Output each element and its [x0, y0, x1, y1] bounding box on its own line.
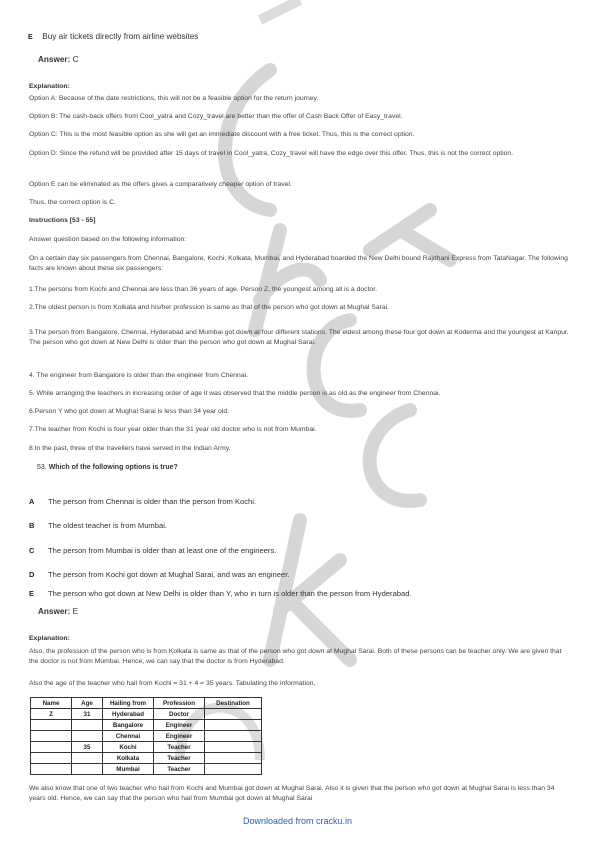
table-header: Destination	[205, 698, 262, 709]
table-cell	[72, 764, 103, 775]
explanation-line: Option D: Since the refund will be provided after 15 days of travel in Cool_yatra, Cozy_travel will have the edge over this offer. Thus, this is not the correct option.	[29, 150, 514, 157]
instruction-line: 2.The oldest person is from Kolkata and his/her profession is same as that of the person who got down at Mughal Sarai.	[29, 304, 390, 311]
table-row	[31, 709, 262, 720]
explanation-line: Option C: This is the most feasible option as she will get an immediate discount with a free ticket. Thus, this is the correct option.	[29, 131, 415, 138]
table-cell: Engineer	[154, 731, 205, 742]
option-text: The person from Kochi got down at Mughal Sarai, and was an engineer.	[47, 570, 290, 579]
table-cell: Bangalore	[103, 720, 154, 731]
option-e[interactable]	[29, 589, 412, 598]
explanation-title: Explanation:	[29, 83, 70, 90]
explanation-line: Also the age of the teacher who hail from Kochi = 31 + 4 = 35 years. Tabulating the information,	[29, 680, 316, 687]
table-cell	[205, 709, 262, 720]
table-cell: Z	[31, 709, 72, 720]
table-cell: Hyderabad	[103, 709, 154, 720]
table-cell	[205, 720, 262, 731]
table-cell	[205, 731, 262, 742]
explanation-line: Thus, the correct option is C.	[29, 199, 116, 206]
table-cell	[31, 764, 72, 775]
answer	[38, 607, 78, 616]
previous-answer	[38, 55, 79, 64]
option-text: Buy air tickets directly from airline websites	[42, 32, 199, 41]
option-b[interactable]	[29, 521, 167, 530]
instruction-line: 7.The teacher from Kochi is four year older than the 31 year old doctor who is not from Mumbai.	[29, 426, 317, 433]
option-letter: A	[29, 497, 35, 506]
option-letter: E	[28, 34, 33, 41]
table-cell: 31	[72, 709, 103, 720]
table-cell: Teacher	[154, 753, 205, 764]
option-text: The person who got down at New Delhi is older than Y, who in turn is older than the person from Hyderabad.	[47, 589, 412, 598]
option-letter: C	[29, 546, 35, 555]
table-cell	[72, 753, 103, 764]
table-row	[31, 731, 262, 742]
table-cell: Chennai	[103, 731, 154, 742]
option-text: The person from Mumbai is older than at least one of the engineers.	[47, 546, 277, 555]
option-d[interactable]	[29, 570, 289, 579]
answer-value: C	[72, 55, 79, 64]
instructions-title: Instructions [53 - 55]	[29, 217, 96, 224]
table-header: Age	[72, 698, 103, 709]
instruction-line: 1.The persons from Kochi and Chennai are less than 36 years of age. Person Z, the youngest among all is a doctor.	[29, 286, 377, 293]
table-row	[31, 720, 262, 731]
table-cell: 35	[72, 742, 103, 753]
explanation-line: Option A: Because of the date restrictions, this will not be a feasible option for the return journey.	[29, 95, 319, 102]
table-header: Hailing from	[103, 698, 154, 709]
table-header-row	[31, 698, 262, 709]
option-a[interactable]	[29, 497, 256, 506]
explanation-line: Option B: The cash-back offers from Cool_yatra and Cozy_travel are better than the offer of Cash Back Offer of Easy_travel.	[29, 113, 403, 120]
table-cell: Mumbai	[103, 764, 154, 775]
table-row	[31, 742, 262, 753]
table-cell	[31, 742, 72, 753]
answer-label: Answer:	[38, 55, 71, 64]
explanation-line: We also know that one of two teacher who hail from Kochi and Mumbai got down at Mughal Sarai. Also it is given that the person who got down at Mughal Sarai is less than 34 years old. Hence, we can say that the person who hail from Mumbai got down at Mughal Sarai	[29, 785, 555, 802]
table-cell	[205, 742, 262, 753]
option-letter: B	[29, 521, 35, 530]
table-cell	[205, 753, 262, 764]
table-cell: Engineer	[154, 720, 205, 731]
question-heading	[37, 464, 178, 471]
instruction-line: 5. While arranging the teachers in increasing order of age it was observed that the middle person is as old as the engineer from Chennai.	[29, 390, 441, 397]
table-row	[31, 753, 262, 764]
table-cell	[31, 720, 72, 731]
option-letter: E	[29, 589, 34, 598]
instruction-line: 6.Person Y who got down at Mughal Sarai is less than 34 year old.	[29, 408, 230, 415]
answer-label: Answer:	[38, 607, 71, 616]
table-cell: Teacher	[154, 742, 205, 753]
question-number: 53.	[37, 464, 47, 471]
option-c[interactable]	[29, 546, 276, 555]
table-cell: Doctor	[154, 709, 205, 720]
option-text: The oldest teacher is from Mumbai.	[47, 521, 168, 530]
instruction-line: 4. The engineer from Bangalore is older than the engineer from Chennai.	[29, 372, 249, 379]
previous-option-e	[28, 32, 198, 41]
question-text: Which of the following options is true?	[48, 464, 178, 471]
table-row	[31, 764, 262, 775]
answer-value: E	[72, 607, 79, 616]
table-cell	[205, 764, 262, 775]
instruction-line: 3.The person from Bangalore, Chennai, Hyderabad and Mumbai got down at four different stations. The eldest among these four got down at Koderma and the youngest at Kanpur. The person who got down at New Delhi is older than the person who got down at Mughal Sarai.	[29, 329, 569, 346]
instruction-line: 8.In the past, three of the travellers have served in the Indian Army.	[29, 445, 231, 452]
table-cell	[31, 753, 72, 764]
option-letter: D	[29, 570, 35, 579]
option-text: The person from Chennai is older than the person from Kochi.	[47, 497, 257, 506]
table-cell: Kochi	[103, 742, 154, 753]
table-cell: Teacher	[154, 764, 205, 775]
explanation-title: Explanation:	[29, 635, 70, 642]
explanation-line: Also, the profession of the person who is from Kolkata is same as that of the person who got down at Mughal Sarai. Both of these persons can be teacher only. We are given that the doctor is not from Mumbai. Hence, we can say that the doctor is from Hyderabad.	[29, 648, 562, 665]
info-table	[30, 697, 262, 775]
footer-download-link[interactable]: Downloaded from cracku.in	[242, 816, 353, 826]
table-cell	[31, 731, 72, 742]
table-cell	[72, 731, 103, 742]
table-cell: Kolkata	[103, 753, 154, 764]
table-cell	[72, 720, 103, 731]
instruction-line: Answer question based on the following information:	[29, 236, 187, 243]
table-header: Name	[31, 698, 72, 709]
explanation-line: Option E can be eliminated as the offers gives a comparatively cheaper option of travel.	[29, 181, 292, 188]
table-header: Profession	[154, 698, 205, 709]
instruction-line: On a certain day six passengers from Chennai, Bangalore, Kochi, Kolkata, Mumbai, and Hyderabad boarded the New Delhi bound Rajdhani Express from TataNagar. The following facts are known about these six passengers:	[29, 255, 568, 272]
